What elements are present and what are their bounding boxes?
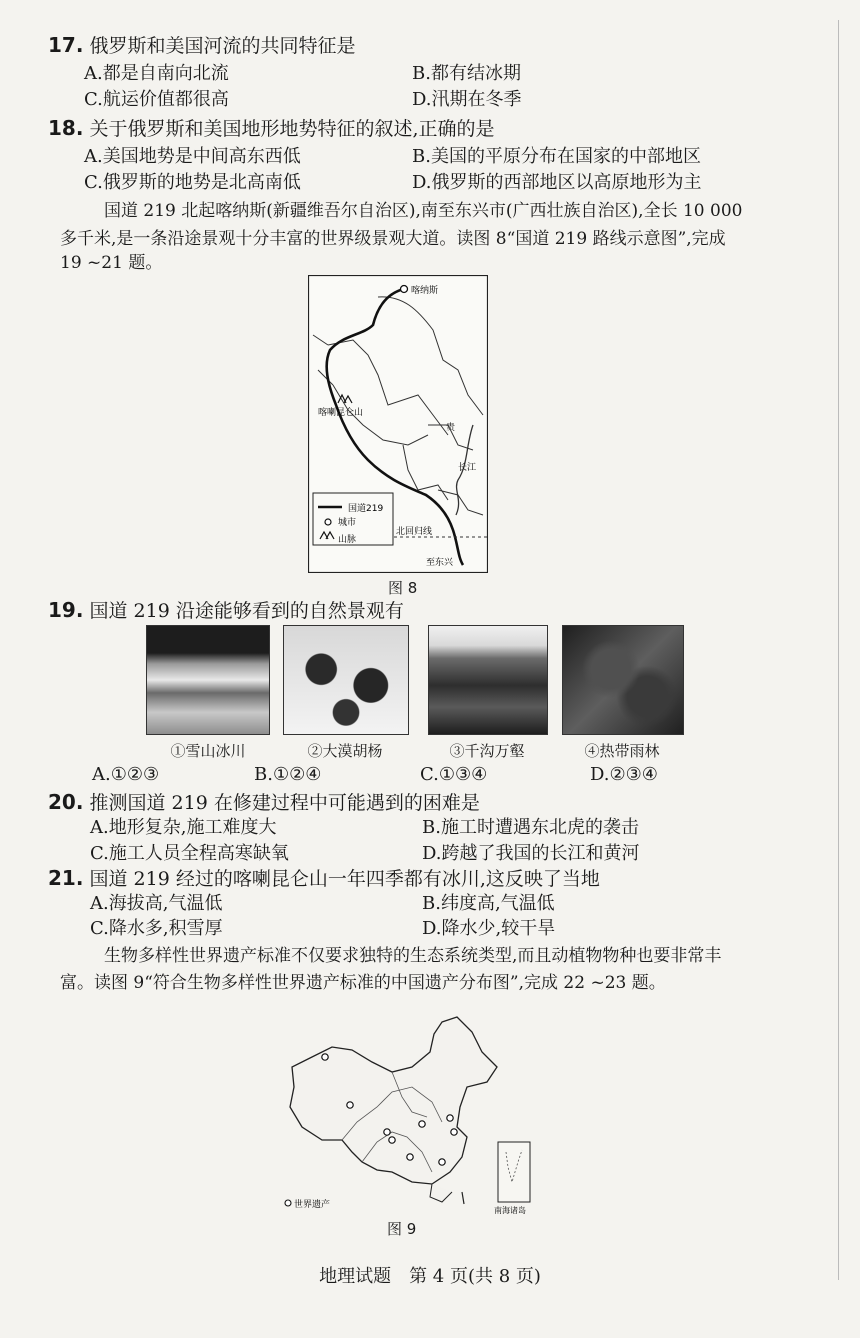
heritage-site-icon: [322, 1054, 328, 1060]
q20-option-a: A.地形复杂,施工难度大: [90, 817, 277, 838]
question-17-stem: 17. 俄罗斯和美国河流的共同特征是: [48, 33, 356, 57]
q19-option-d: D.②③④: [590, 764, 658, 785]
label-dongxing: 至东兴: [426, 558, 454, 568]
heritage-site-icon: [419, 1121, 425, 1127]
label-changjiang: 长江: [458, 463, 477, 473]
photo-caption-4: ④热带雨林: [584, 742, 660, 760]
photo-snow-glacier: [146, 625, 270, 735]
q18-option-a: A.美国地势是中间高东西低: [84, 146, 301, 167]
legend-heritage-icon: [285, 1200, 291, 1206]
intro-paragraph-2-line1: 生物多样性世界遗产标准不仅要求独特的生态系统类型,而且动植物物种也要非常丰: [104, 946, 722, 966]
figure-8-route-map: [308, 275, 488, 573]
heritage-site-icon: [447, 1115, 453, 1121]
q21-option-d: D.降水少,较干旱: [422, 918, 556, 939]
q17-option-c: C.航运价值都很高: [84, 89, 229, 110]
heritage-site-icon: [439, 1159, 445, 1165]
question-21-stem: 21. 国道 219 经过的喀喇昆仑山一年四季都有冰川,这反映了当地: [48, 866, 600, 890]
q20-option-c: C.施工人员全程高寒缺氧: [90, 843, 289, 864]
question-20-stem: 20. 推测国道 219 在修建过程中可能遇到的困难是: [48, 790, 480, 814]
heritage-site-icon: [389, 1137, 395, 1143]
photo-caption-1: ①雪山冰川: [170, 742, 246, 760]
heritage-site-icon: [451, 1129, 457, 1135]
label-gui: 贵: [446, 423, 456, 433]
q17-option-d: D.汛期在冬季: [412, 89, 522, 110]
question-19-stem: 19. 国道 219 沿途能够看到的自然景观有: [48, 598, 404, 622]
page-footer: 地理试题 第 4 页(共 8 页): [319, 1266, 541, 1287]
q21-option-b: B.纬度高,气温低: [422, 893, 555, 914]
photo-gullies: [428, 625, 548, 735]
q20-option-b: B.施工时遭遇东北虎的袭击: [422, 817, 639, 838]
legend-mountain-label: 山脉: [338, 535, 357, 545]
intro-paragraph-1-line3: 19 ~21 题。: [60, 253, 163, 273]
label-kunlun: 喀喇昆仑山: [318, 408, 364, 418]
q19-option-c: C.①③④: [420, 764, 488, 785]
photo-desert-poplar: [283, 625, 409, 735]
legend-city-label: 城市: [338, 518, 357, 528]
city-kanas-icon: [401, 286, 408, 293]
label-kanas: 喀纳斯: [411, 286, 439, 296]
heritage-site-icon: [407, 1154, 413, 1160]
intro-paragraph-2-line2: 富。读图 9“符合生物多样性世界遗产标准的中国遗产分布图”,完成 22 ~23 题。: [60, 973, 666, 993]
intro-paragraph-1-line1: 国道 219 北起喀纳斯(新疆维吾尔自治区),南至东兴市(广西壮族自治区),全长 10 000: [104, 201, 743, 221]
heritage-site-icon: [347, 1102, 353, 1108]
q19-option-b: B.①②④: [254, 764, 322, 785]
q17-option-b: B.都有结冰期: [412, 63, 521, 84]
figure-9-china-map: [282, 1012, 536, 1218]
page-edge-line: [838, 20, 839, 1280]
photo-rainforest: [562, 625, 684, 735]
q18-option-d: D.俄罗斯的西部地区以高原地形为主: [412, 172, 702, 193]
q21-option-a: A.海拔高,气温低: [90, 893, 223, 914]
q18-option-b: B.美国的平原分布在国家的中部地区: [412, 146, 701, 167]
q17-option-a: A.都是自南向北流: [84, 63, 229, 84]
legend-heritage-label: 世界遗产: [294, 1200, 331, 1210]
intro-paragraph-1-line2: 多千米,是一条沿途景观十分丰富的世界级景观大道。读图 8“国道 219 路线示意图”,完成: [60, 229, 726, 249]
figure-8-caption: 图 8: [388, 579, 418, 597]
q18-option-c: C.俄罗斯的地势是北高南低: [84, 172, 301, 193]
q20-option-d: D.跨越了我国的长江和黄河: [422, 843, 640, 864]
legend-road-label: 国道219: [348, 504, 384, 514]
q21-option-c: C.降水多,积雪厚: [90, 918, 223, 939]
inset-label: 南海诸岛: [494, 1206, 526, 1215]
photo-caption-3: ③千沟万壑: [449, 742, 525, 760]
south-china-sea-inset: [498, 1142, 530, 1202]
photo-caption-2: ②大漠胡杨: [307, 742, 383, 760]
question-18-stem: 18. 关于俄罗斯和美国地形地势特征的叙述,正确的是: [48, 116, 495, 140]
heritage-site-icon: [384, 1129, 390, 1135]
legend-city-icon: [325, 519, 331, 525]
figure-9-caption: 图 9: [387, 1220, 417, 1238]
q19-option-a: A.①②③: [92, 764, 160, 785]
china-outline: [290, 1017, 497, 1184]
label-tropic: 北回归线: [396, 527, 433, 537]
